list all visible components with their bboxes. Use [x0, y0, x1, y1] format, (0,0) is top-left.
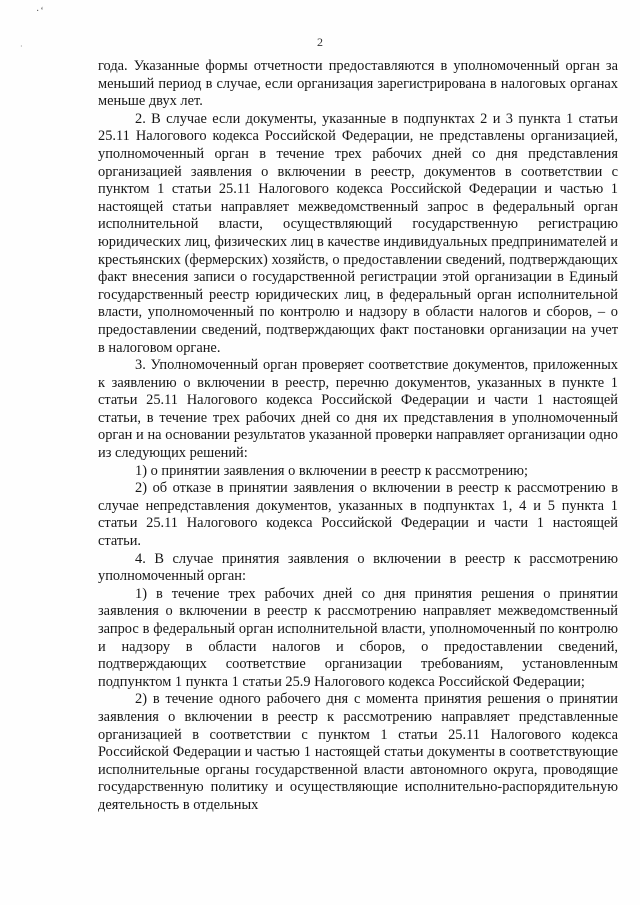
paragraph-item-3: 3. Уполномоченный орган проверяет соответствие документов, приложенных к заявлению о включении в реестр, перечню документов, указанных в пункте 1 статьи 25.11 Налогового кодекса Российской Федерации и части 1 настоящей статьи, в течение трех рабочих дней со дня их представления в уполномоченный орган и на основании результатов указанной проверки направляет организации одно из следующих решений: — [98, 357, 618, 462]
scan-corner-mark: ·‘ — [36, 6, 45, 17]
paragraph-subitem-3-1: 1) о принятии заявления о включении в реестр к рассмотрению; — [135, 462, 528, 479]
document-body — [98, 58, 618, 815]
paragraph-item-2: 2. В случае если документы, указанные в подпунктах 2 и 3 пункта 1 статьи 25.11 Налогового кодекса Российской Федерации, не представлены организацией, уполномоченный орган в течение трех рабочих дней со дня представления организацией заявления о включении в реестр, документов в соответствии с пунктом 1 статьи 25.11 Налогового кодекса Российской Федерации и частью 1 настоящей статьи направляет межведомственный запрос в федеральный орган исполнительной власти, осуществляющий государственную регистрацию юридических лиц, физических лиц в качестве индивидуальных предпринимателей и крестьянских (фермерских) хозяйств, о предоставлении сведений, подтверждающих факт внесения записи о государственной регистрации этой организации в Единый государственный реестр юридических лиц, в федеральный орган исполнительной власти, уполномоченный по контролю и надзору в области налогов и сборов, – о предоставлении сведений, подтверждающих факт постановки организации на учет в налоговом органе. — [98, 110, 618, 356]
page-number: 2 — [317, 35, 323, 49]
paragraph-subitem-4-1: 1) в течение трех рабочих дней со дня принятия решения о принятии заявления о включении в реестр к рассмотрению направляет межведомственный запрос в федеральный орган исполнительной власти, уполномоченный по контролю и надзору в области налогов и сборов, о предоставлении сведений, подтверждающих соответствие организации требованиям, установленным подпунктом 1 пункта 1 статьи 25.9 Налогового кодекса Российской Федерации; — [98, 585, 618, 690]
paragraph-subitem-3-2: 2) об отказе в принятии заявления о включении в реестр к рассмотрению в случае непредставления документов, указанных в подпунктах 1, 4 и 5 пункта 1 статьи 25.11 Налогового кодекса Российской Федерации и части 1 настоящей статьи. — [98, 480, 618, 550]
paragraph-subitem-4-2: 2) в течение одного рабочего дня с момента принятия решения о принятии заявления о включении в реестр к рассмотрению направляет представленные организацией в соответствии с пунктом 1 статьи 25.11 Налогового кодекса Российской Федерации и частью 1 настоящей статьи документы в соответствующие исполнительные органы государственной власти автономного округа, проводящие государственную политику и осуществляющие исполнительно-распорядительную деятельность в отдельных — [98, 691, 618, 813]
scan-edge-mark: · — [20, 42, 23, 51]
paragraph-item-4: 4. В случае принятия заявления о включении в реестр к рассмотрению уполномоченный орган: — [98, 550, 618, 585]
paragraph-continuation: года. Указанные формы отчетности предоставляются в уполномоченный орган за меньший период в случае, если организация зарегистрирована в налоговых органах меньше двух лет. — [98, 58, 618, 110]
